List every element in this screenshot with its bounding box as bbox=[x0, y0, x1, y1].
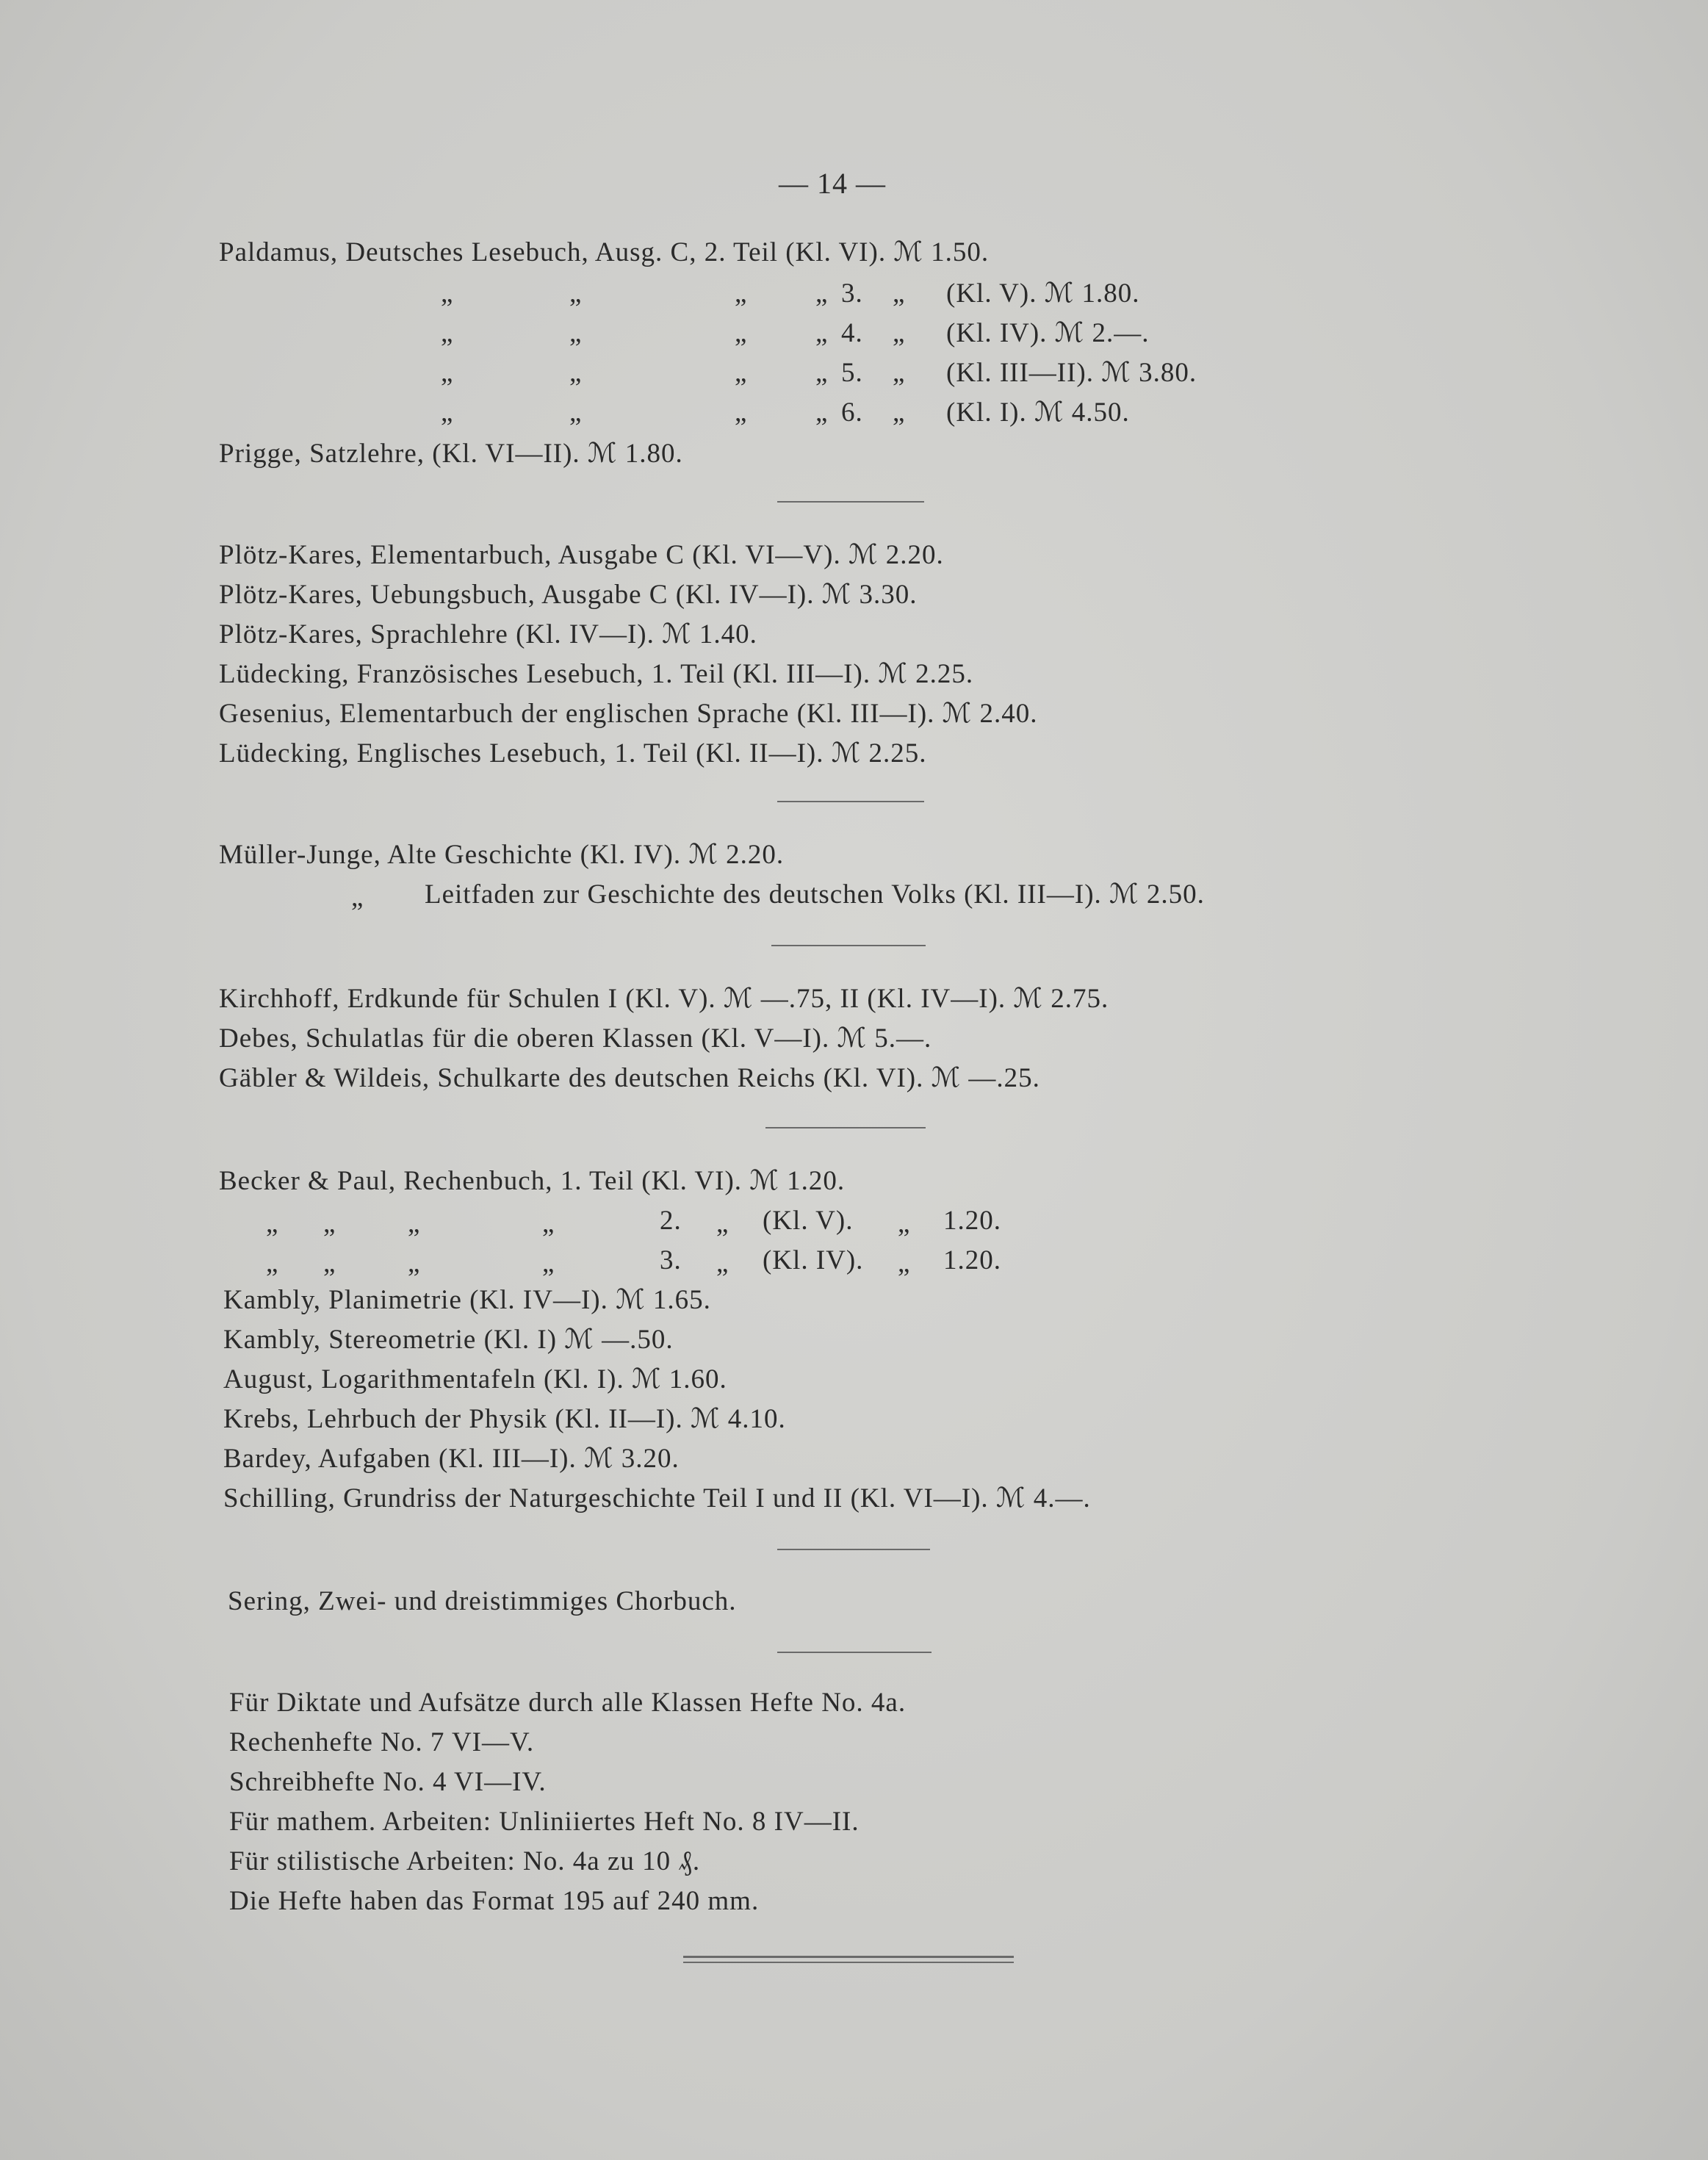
ditto-mark: „ bbox=[893, 278, 906, 309]
entry-line: Lüdecking, Französisches Lesebuch, 1. Teil (Kl. III—I). ℳ 2.25. bbox=[219, 659, 974, 689]
ditto-mark: „ bbox=[893, 358, 906, 388]
ditto-mark: „ bbox=[441, 397, 454, 428]
ditto-mark: „ bbox=[266, 1248, 279, 1278]
entry-line: Krebs, Lehrbuch der Physik (Kl. II—I). ℳ 4.10. bbox=[223, 1404, 786, 1434]
ditto-mark: „ bbox=[569, 397, 583, 428]
ditto-mark: „ bbox=[441, 318, 454, 348]
ditto-mark: „ bbox=[716, 1248, 729, 1278]
entry-line: Müller-Junge, Alte Geschichte (Kl. IV). ℳ 2.20. bbox=[219, 840, 785, 870]
entry-line: Kambly, Stereometrie (Kl. I) ℳ —.50. bbox=[223, 1325, 674, 1355]
section-divider bbox=[771, 945, 926, 946]
part-number: 4. bbox=[841, 318, 863, 348]
ditto-mark: „ bbox=[441, 278, 454, 309]
section-divider bbox=[777, 1549, 930, 1550]
entry-line: Für Diktate und Aufsätze durch alle Klassen Hefte No. 4a. bbox=[229, 1688, 907, 1718]
entry-line: Für stilistische Arbeiten: No. 4a zu 10 ₰. bbox=[229, 1846, 701, 1876]
part-number: 3. bbox=[841, 278, 863, 309]
ditto-mark: „ bbox=[735, 358, 748, 388]
section-divider bbox=[765, 1127, 926, 1128]
entry-line: August, Logarithmentafeln (Kl. I). ℳ 1.60. bbox=[223, 1364, 727, 1394]
ditto-mark: „ bbox=[569, 318, 583, 348]
entry-line: Schreibhefte No. 4 VI—IV. bbox=[229, 1767, 547, 1797]
ditto-mark: „ bbox=[408, 1209, 421, 1239]
entry-line: Becker & Paul, Rechenbuch, 1. Teil (Kl. VI). ℳ 1.20. bbox=[219, 1166, 846, 1196]
entry-line: Für mathem. Arbeiten: Unliniiertes Heft No. 8 IV—II. bbox=[229, 1807, 860, 1837]
part-price: 1.20. bbox=[943, 1206, 1001, 1236]
part-number: 3. bbox=[660, 1245, 682, 1275]
part-details: (Kl. III—II). ℳ 3.80. bbox=[946, 358, 1197, 388]
entry-line: Schilling, Grundriss der Naturgeschichte Teil I und II (Kl. VI—I). ℳ 4.—. bbox=[223, 1483, 1091, 1513]
ditto-mark: „ bbox=[893, 318, 906, 348]
part-number: 2. bbox=[660, 1206, 682, 1236]
ditto-mark: „ bbox=[569, 278, 583, 309]
ditto-mark: „ bbox=[893, 397, 906, 428]
ditto-mark: „ bbox=[735, 278, 748, 309]
part-class: (Kl. IV). bbox=[763, 1245, 864, 1275]
entry-line: Leitfaden zur Geschichte des deutschen Volks (Kl. III—I). ℳ 2.50. bbox=[425, 879, 1205, 910]
part-details: (Kl. V). ℳ 1.80. bbox=[946, 278, 1140, 309]
ditto-mark: „ bbox=[408, 1248, 421, 1278]
part-details: (Kl. I). ℳ 4.50. bbox=[946, 397, 1130, 428]
part-details: (Kl. IV). ℳ 2.—. bbox=[946, 318, 1150, 348]
entry-line: Debes, Schulatlas für die oberen Klassen (Kl. V—I). ℳ 5.—. bbox=[219, 1023, 932, 1054]
closing-double-rule-bottom bbox=[683, 1962, 1014, 1963]
part-number: 5. bbox=[841, 358, 863, 388]
ditto-mark: „ bbox=[815, 358, 829, 388]
entry-line: Sering, Zwei- und dreistimmiges Chorbuch. bbox=[228, 1586, 737, 1616]
entry-line: Rechenhefte No. 7 VI—V. bbox=[229, 1727, 535, 1757]
entry-prigge: Prigge, Satzlehre, (Kl. VI—II). ℳ 1.80. bbox=[219, 439, 683, 469]
ditto-mark: „ bbox=[815, 397, 829, 428]
ditto-mark: „ bbox=[351, 882, 364, 912]
ditto-mark: „ bbox=[716, 1209, 729, 1239]
entry-line: Gesenius, Elementarbuch der englischen Sprache (Kl. III—I). ℳ 2.40. bbox=[219, 699, 1038, 729]
entry-line: Kirchhoff, Erdkunde für Schulen I (Kl. V). ℳ —.75, II (Kl. IV—I). ℳ 2.75. bbox=[219, 984, 1109, 1014]
part-class: (Kl. V). bbox=[763, 1206, 854, 1236]
entry-paldamus: Paldamus, Deutsches Lesebuch, Ausg. C, 2. Teil (Kl. VI). ℳ 1.50. bbox=[219, 237, 990, 267]
ditto-mark: „ bbox=[898, 1248, 911, 1278]
entry-line: Kambly, Planimetrie (Kl. IV—I). ℳ 1.65. bbox=[223, 1285, 711, 1315]
entry-line: Gäbler & Wildeis, Schulkarte des deutschen Reichs (Kl. VI). ℳ —.25. bbox=[219, 1063, 1040, 1093]
page-number: — 14 — bbox=[779, 167, 886, 200]
ditto-mark: „ bbox=[323, 1248, 336, 1278]
ditto-mark: „ bbox=[815, 318, 829, 348]
entry-line: Plötz-Kares, Uebungsbuch, Ausgabe C (Kl. IV—I). ℳ 3.30. bbox=[219, 580, 918, 610]
ditto-mark: „ bbox=[441, 358, 454, 388]
ditto-mark: „ bbox=[735, 318, 748, 348]
ditto-mark: „ bbox=[542, 1209, 555, 1239]
part-price: 1.20. bbox=[943, 1245, 1001, 1275]
ditto-mark: „ bbox=[266, 1209, 279, 1239]
ditto-mark: „ bbox=[898, 1209, 911, 1239]
entry-line: Plötz-Kares, Sprachlehre (Kl. IV—I). ℳ 1.40. bbox=[219, 619, 757, 649]
ditto-mark: „ bbox=[815, 278, 829, 309]
entry-line: Lüdecking, Englisches Lesebuch, 1. Teil (Kl. II—I). ℳ 2.25. bbox=[219, 738, 927, 768]
ditto-mark: „ bbox=[569, 358, 583, 388]
entry-line: Bardey, Aufgaben (Kl. III—I). ℳ 3.20. bbox=[223, 1444, 680, 1474]
ditto-mark: „ bbox=[323, 1209, 336, 1239]
section-divider bbox=[777, 501, 924, 503]
ditto-mark: „ bbox=[542, 1248, 555, 1278]
closing-double-rule-top bbox=[683, 1956, 1014, 1958]
part-number: 6. bbox=[841, 397, 863, 428]
section-divider bbox=[777, 1652, 932, 1653]
entry-line: Plötz-Kares, Elementarbuch, Ausgabe C (Kl. VI—V). ℳ 2.20. bbox=[219, 540, 944, 570]
ditto-mark: „ bbox=[735, 397, 748, 428]
entry-line: Die Hefte haben das Format 195 auf 240 mm. bbox=[229, 1886, 760, 1916]
section-divider bbox=[777, 801, 924, 802]
